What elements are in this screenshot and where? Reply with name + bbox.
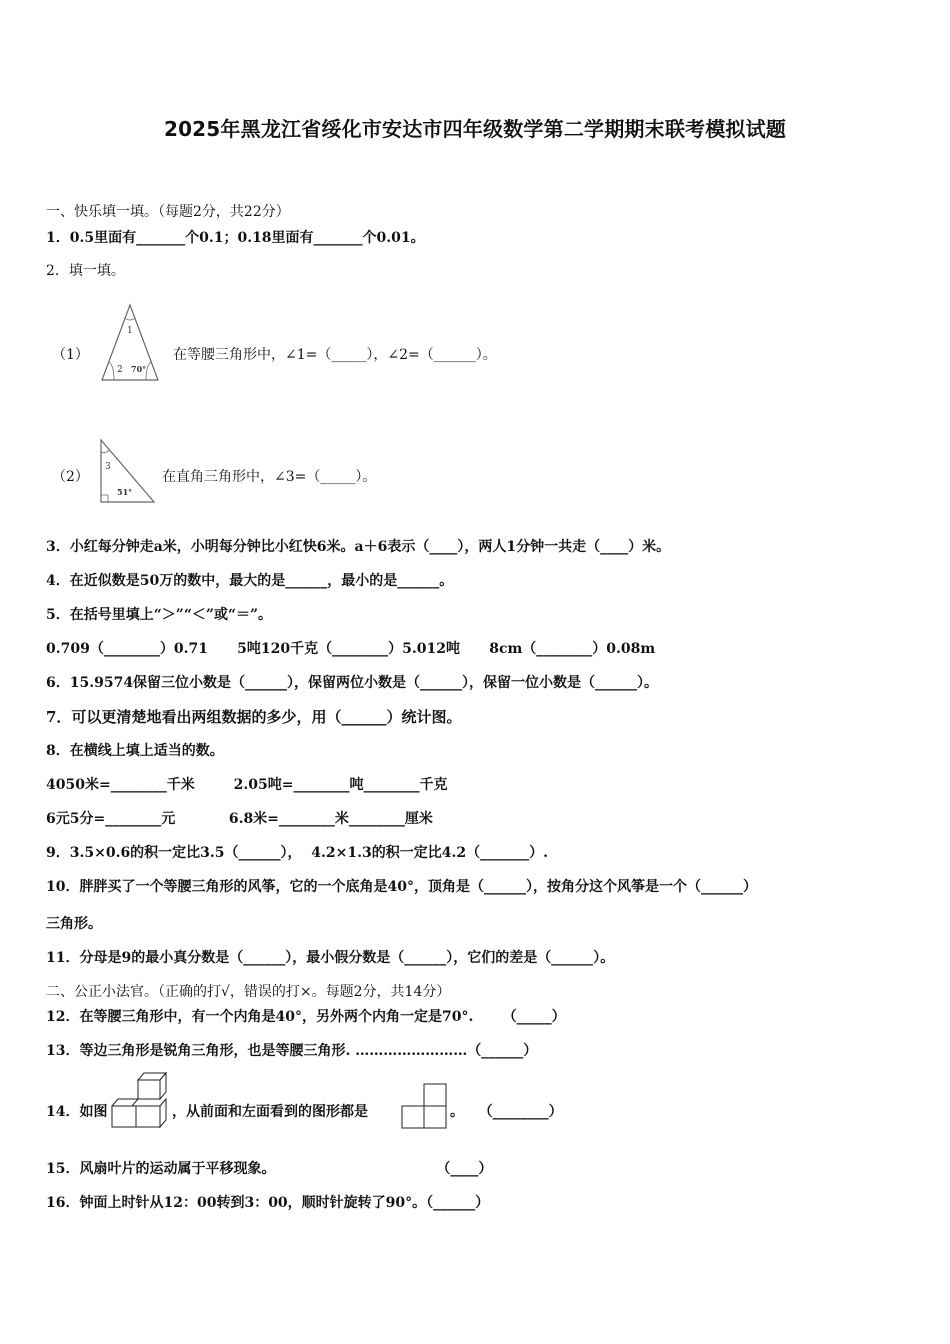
question-6: 6．15.9574保留三位小数是（______），保留两位小数是（______），保留一位小数是（______）。 — [46, 675, 659, 691]
question-14-part-a: 14．如图 — [46, 1104, 108, 1120]
section-1-heading: 一、快乐填一填。（每题2分，共22分） — [46, 204, 290, 220]
question-2-2-text: 在直角三角形中，∠3=（_____）。 — [162, 469, 377, 485]
question-5: 5．在括号里填上“＞”“＜”或“＝”。 — [46, 607, 273, 623]
angle-3-label: 3 — [105, 462, 111, 472]
question-2-1-text: 在等腰三角形中，∠1=（_____），∠2=（______）。 — [173, 347, 497, 363]
angle-2-label: 2 — [117, 365, 123, 375]
right-triangle-figure — [96, 436, 158, 506]
question-9: 9．3.5×0.6的积一定比3.5（______）， 4.2×1.3的积一定比4.2（_______）. — [46, 845, 548, 861]
question-13: 13．等边三角形是锐角三角形，也是等腰三角形. ……………………（______） — [46, 1043, 538, 1059]
question-8: 8．在横线上填上适当的数。 — [46, 743, 224, 759]
isosceles-triangle — [102, 305, 158, 380]
question-10-line-1: 10．胖胖买了一个等腰三角形的风筝，它的一个底角是40°，顶角是（______），按角分这个风筝是一个（______） — [46, 879, 757, 895]
question-3: 3．小红每分钟走a米，小明每分钟比小红快6米。a＋6表示（____），两人1分钟一共走（____）米。 — [46, 539, 671, 555]
view-shape-figure — [400, 1082, 450, 1130]
question-2: 2．填一填。 — [46, 263, 125, 279]
angle-1-label: 1 — [127, 326, 133, 336]
angle-70-label: 70° — [131, 364, 147, 374]
question-16: 16．钟面上时针从12：00转到3：00，顺时针旋转了90°。（______） — [46, 1195, 490, 1211]
question-2-2-label: （2） — [52, 469, 89, 485]
question-8-row-2: 6元5分=________元 6.8米=________米________厘米 — [46, 811, 433, 827]
question-14-part-b: ，从前面和左面看到的图形都是 — [172, 1104, 368, 1120]
section-2-heading: 二、公正小法官。（正确的打√，错误的打×。每题2分，共14分） — [46, 984, 451, 1000]
angle-51-label: 51° — [117, 487, 133, 497]
question-10-line-2: 三角形。 — [46, 916, 102, 932]
question-8-row-1: 4050米=________千米 2.05吨=________吨________千克 — [46, 777, 448, 793]
question-15: 15．风扇叶片的运动属于平移现象。 （____） — [46, 1161, 493, 1177]
isosceles-triangle-figure — [98, 302, 162, 384]
page-title: 2025年黑龙江省绥化市安达市四年级数学第二学期期末联考模拟试题 — [163, 117, 787, 141]
question-2-1-label: （1） — [52, 347, 89, 363]
question-1: 1．0.5里面有_______个0.1；0.18里面有_______个0.01。 — [46, 230, 425, 246]
question-7: 7．可以更清楚地看出两组数据的多少，用（______）统计图。 — [46, 708, 462, 726]
question-4: 4．在近似数是50万的数中，最大的是______，最小的是______。 — [46, 573, 454, 589]
question-11: 11．分母是9的最小真分数是（______），最小假分数是（______），它们的差是（______）。 — [46, 950, 615, 966]
question-5-comparisons: 0.709（________）0.71 5吨120千克（________）5.012吨 8cm（________）0.08m — [46, 641, 656, 657]
question-14-part-c: 。 （________） — [450, 1104, 563, 1120]
question-12: 12．在等腰三角形中，有一个内角是40°，另外两个内角一定是70°. （_____） — [46, 1009, 566, 1025]
cube-stack-figure — [110, 1070, 170, 1130]
